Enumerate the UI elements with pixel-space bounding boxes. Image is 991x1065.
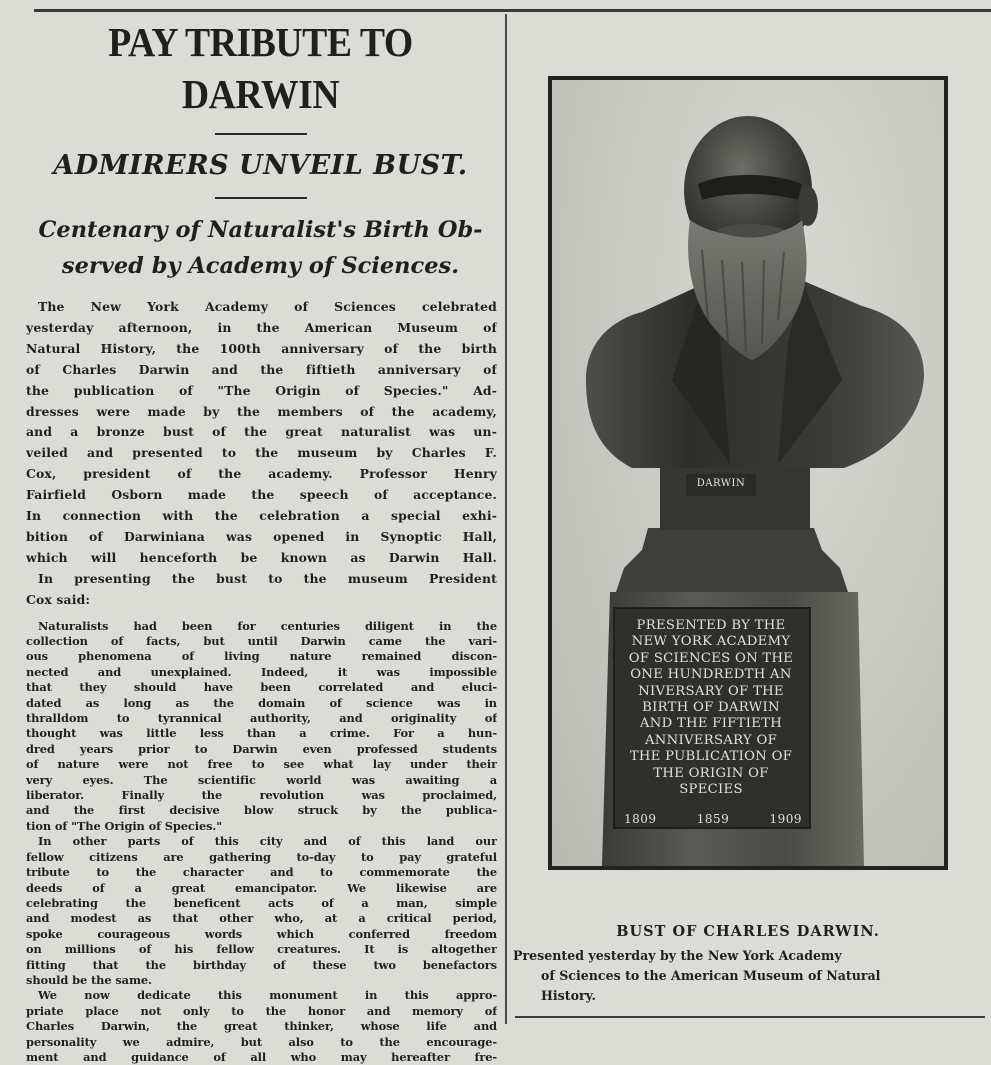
text-line: tribute to the character and to commemorate the [26,865,497,880]
text-line: In other parts of this city and of this land our [38,834,497,849]
text-line: should be the same. [26,972,152,987]
text-line: spoke courageous words which conferred freedom [26,926,497,941]
text-line: Cox, president of the academy. Professor Henry [26,466,497,482]
text-line: and modest as that other who, at a critical period, [26,911,497,926]
text-line: yesterday afternoon, in the American Museum of [26,319,497,335]
text-line: ment and guidance of all who may hereafter fre- [26,1049,497,1064]
text-line: fitting that the birthday of these two benefactors [26,957,497,972]
plaque-line: THE ORIGIN OF [653,765,769,781]
plaque-line: ANNIVERSARY OF [644,732,778,748]
text-line: collection of facts, but until Darwin came the vari- [26,634,497,648]
plaque-line: PRESENTED BY THE [636,618,786,633]
plaque-line: SPECIES [679,782,743,798]
text-line: that they should have been correlated and eluci- [26,680,497,695]
text-line: fellow citizens are gathering to-day to pay grateful [26,849,497,864]
caption-text [513,946,985,1006]
text-line: In connection with the celebration a special exhi- [26,508,497,524]
deck [24,212,497,284]
plaque-line: BIRTH OF DARWIN [642,700,780,716]
caption-title: BUST OF CHARLES DARWIN. [616,923,880,940]
plaque-year: 1909 [769,812,802,826]
text-line: very eyes. The scientific world was awaiting a [26,772,497,787]
text-line: of nature were not free to see what lay under their [26,757,497,772]
plaque-line: NEW YORK ACADEMY [631,634,791,650]
text-line: Charles Darwin, the great thinker, whose life and [26,1019,497,1034]
text-line: bition of Darwiniana was opened in Synoptic Hall, [26,528,497,544]
plaque-inscription [622,618,800,798]
text-line: dred years prior to Darwin even professed students [26,741,497,756]
text-line: thralldom to tyrannical authority, and originality of [26,711,497,726]
text-line: We now dedicate this monument in this appro- [38,988,497,1003]
text-line: Naturalists had been for centuries diligent in the [38,618,497,633]
text-line: the publication of "The Origin of Species." Ad- [26,382,497,398]
text-line: tion of "The Origin of Species." [26,818,223,833]
plaque-line: AND THE FIFTIETH [639,716,783,732]
deck-line: served by Academy of Sciences. [61,253,460,279]
caption-line: History. [541,988,596,1003]
deck-line: Centenary of Naturalist's Birth Ob- [38,217,483,243]
text-line: which will henceforth be known as Darwin Hall. [26,549,497,565]
caption-rule [515,1016,985,1018]
text-line: dated as long as the domain of science was in [26,695,497,710]
bust-name-tag: DARWIN [696,478,746,489]
article-column [24,16,497,1065]
caption-line: Presented yesterday by the New York Academy [513,948,842,963]
plaque-years [624,812,802,826]
text-line: thought was little less than a crime. For a hun- [26,726,497,741]
plaque-line: OF SCIENCES ON THE [628,650,794,666]
text-line: liberator. Finally the revolution was proclaimed, [26,788,497,803]
column-rule [505,14,507,1024]
text-line: deeds of a great emancipator. We likewise are [26,880,497,895]
lead-paragraph [24,297,497,611]
quoted-speech [24,619,497,1065]
caption-line: of Sciences to the American Museum of Natural [541,968,881,983]
text-line: and the first decisive blow struck by the publica- [26,803,497,818]
text-line: dresses were made by the members of the academy, [26,403,497,419]
headline-rule [215,133,307,135]
plaque-year: 1809 [624,812,657,826]
text-line: Cox said: [26,591,91,607]
text-line: veiled and presented to the museum by Charles F. [26,445,497,461]
text-line: ous phenomena of living nature remained discon- [26,649,497,664]
text-line: priate place not only to the honor and memory of [26,1003,497,1018]
text-line: on millions of his fellow creatures. It is altogether [26,942,497,957]
subhead: ADMIRERS UNVEIL BUST. [53,150,468,181]
text-line: nected and unexplained. Indeed, it was impossible [26,664,497,679]
headline: PAY TRIBUTE TO DARWIN [108,19,413,117]
text-line: The New York Academy of Sciences celebrated [38,299,497,314]
text-line: In presenting the bust to the museum President [38,570,497,586]
subhead-rule [215,197,307,199]
text-line: personality we admire, but also to the encourage- [26,1034,497,1049]
plaque-line: ONE HUNDREDTH AN [630,667,792,683]
plaque-line: NIVERSARY OF THE [638,683,784,699]
plaque-line: THE PUBLICATION OF [629,749,793,765]
text-line: celebrating the beneficent acts of a man, simple [26,895,497,910]
text-line: of Charles Darwin and the fiftieth anniversary of [26,361,497,377]
text-line: Natural History, the 100th anniversary of the birth [26,340,497,356]
plaque-year: 1859 [696,812,730,826]
bust-photograph [548,76,948,870]
top-rule [34,9,991,12]
text-line: and a bronze bust of the great naturalist was un- [26,424,497,440]
text-line: Fairfield Osborn made the speech of acceptance. [26,487,497,503]
